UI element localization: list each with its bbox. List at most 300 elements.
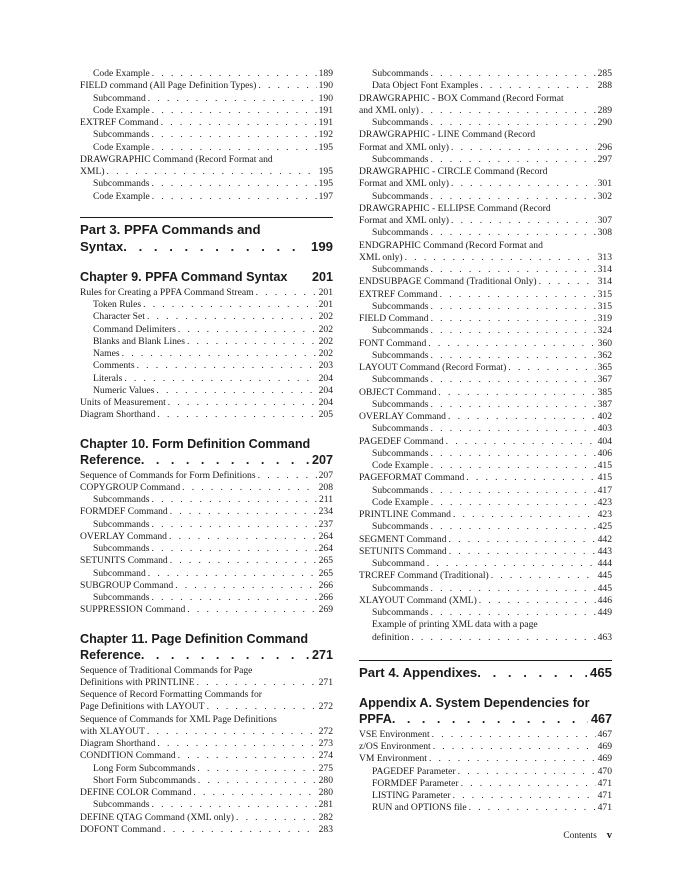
toc-entry[interactable] — [80, 714, 333, 739]
dot-leader — [479, 595, 596, 607]
toc-entry[interactable] — [80, 812, 333, 824]
dot-leader — [491, 570, 596, 582]
toc-entry-title: Literals — [93, 372, 123, 384]
toc-entry-page-number: 471 — [597, 790, 612, 801]
toc-entry-text-line: ENDGRAPHIC Command (Record Format and — [359, 239, 543, 251]
toc-entry-page-number: 385 — [597, 386, 612, 398]
toc-entry-text-line: DRAWGRAPHIC - LINE Command (Record — [359, 129, 536, 141]
toc-entry-title: Rules for Creating a PPFA Command Stream — [80, 286, 254, 298]
toc-entry[interactable] — [359, 583, 612, 595]
toc-entry-text-line: Sequence of Traditional Commands for Page — [80, 664, 253, 676]
toc-part-heading[interactable] — [80, 217, 333, 255]
toc-entry-title: SETUNITS Command — [80, 555, 168, 567]
toc-entry-title: Numeric Values — [93, 384, 155, 396]
toc-entry-title: Part 4. Appendixes — [359, 664, 478, 680]
dot-leader — [431, 448, 596, 460]
toc-entry[interactable] — [80, 385, 333, 397]
toc-entry[interactable] — [359, 558, 612, 570]
toc-entry-title: Diagram Shorthand — [80, 738, 156, 749]
dot-leader — [431, 191, 596, 203]
page-footer — [0, 830, 612, 841]
toc-entry[interactable] — [80, 799, 333, 811]
toc-entry-page-number: 280 — [318, 774, 333, 786]
toc-entry[interactable] — [359, 129, 612, 154]
toc-chapter-heading[interactable] — [359, 695, 612, 727]
toc-entry[interactable] — [359, 191, 612, 203]
toc-entry-page-number: 204 — [318, 372, 333, 384]
toc-entry[interactable] — [80, 519, 333, 531]
toc-entry[interactable] — [359, 93, 612, 118]
toc-entry-page-number: 467 — [597, 728, 612, 740]
dot-leader — [178, 324, 317, 336]
toc-entry-page-number: 288 — [597, 80, 612, 92]
toc-entry-title: Data Object Font Examples — [372, 80, 479, 92]
toc-entry-text-line: Sequence of Commands for XML Page Definitions — [80, 713, 277, 725]
dot-leader — [421, 105, 596, 117]
toc-entry-page-number: 444 — [597, 558, 612, 569]
toc-entry[interactable] — [80, 506, 333, 518]
toc-entry-page-number: 469 — [597, 741, 612, 752]
toc-entry[interactable] — [359, 766, 612, 778]
toc-entry-text-line: Chapter 10. Form Definition Command — [80, 436, 311, 451]
toc-entry-title: Reference — [80, 452, 141, 467]
toc-entry-title: and XML only) — [359, 104, 419, 116]
toc-entry-page-number: 449 — [597, 607, 612, 618]
toc-entry[interactable] — [80, 336, 333, 348]
toc-entry[interactable] — [359, 166, 612, 191]
toc-entry-page-number: 234 — [318, 506, 333, 518]
toc-entry-title: Format and XML only) — [359, 141, 449, 153]
dot-leader — [431, 154, 596, 166]
toc-entry-page-number: 266 — [318, 579, 333, 591]
dot-leader — [432, 729, 596, 741]
toc-entry-title: Code Example — [93, 68, 150, 79]
toc-entry[interactable] — [80, 324, 333, 336]
toc-entry[interactable] — [80, 763, 333, 775]
toc-entry[interactable] — [80, 360, 333, 372]
dot-leader — [539, 276, 596, 288]
toc-entry[interactable] — [80, 409, 333, 421]
footer-page-number: v — [606, 830, 612, 841]
toc-entry-title: DOFONT Command — [80, 823, 162, 835]
dot-leader — [448, 411, 596, 423]
toc-entry-title: DEFINE COLOR Command — [80, 787, 192, 798]
toc-entry-title: Long Form Subcommands — [93, 762, 196, 774]
toc-entry-title: Subcommands — [372, 325, 429, 337]
toc-entry[interactable] — [80, 311, 333, 323]
dot-leader — [141, 647, 309, 663]
dot-leader — [197, 763, 316, 775]
toc-entry[interactable] — [359, 350, 612, 362]
dot-leader — [431, 607, 596, 619]
dot-leader — [152, 105, 317, 117]
toc-entry-title: Subcommands — [372, 582, 429, 594]
dot-leader — [187, 604, 316, 616]
dot-leader — [124, 373, 316, 385]
dot-leader — [433, 741, 596, 753]
toc-right-column — [359, 68, 612, 815]
toc-entry[interactable] — [359, 289, 612, 301]
toc-entry-page-number: 446 — [597, 594, 612, 606]
toc-entry[interactable] — [359, 534, 612, 546]
toc-entry-title: OVERLAY Command — [359, 411, 446, 422]
toc-entry[interactable] — [359, 741, 612, 753]
toc-entry-title: Subcommands — [372, 227, 429, 239]
toc-entry-page-number: 314 — [597, 264, 612, 275]
toc-entry-page-number: 281 — [318, 799, 333, 811]
toc-entry-title: Subcommands — [372, 484, 429, 496]
toc-entry[interactable] — [80, 191, 333, 203]
toc-entry-title: CONDITION Command — [80, 750, 176, 762]
dot-leader — [461, 778, 596, 790]
dot-leader — [197, 677, 317, 689]
toc-entry-title: Diagram Shorthand — [80, 409, 156, 421]
toc-entry[interactable] — [80, 580, 333, 592]
toc-entry[interactable] — [359, 485, 612, 497]
dot-leader — [431, 264, 596, 276]
toc-entry[interactable] — [359, 729, 612, 741]
toc-entry[interactable] — [80, 178, 333, 190]
toc-entry[interactable] — [80, 397, 333, 409]
toc-entry-title: XML) — [80, 166, 105, 177]
toc-entry[interactable] — [359, 338, 612, 350]
toc-entry-title: Subcommands — [372, 300, 429, 312]
dot-leader — [440, 289, 596, 301]
dot-leader — [480, 80, 595, 92]
toc-entry[interactable] — [359, 399, 612, 411]
toc-entry-page-number: 315 — [597, 288, 612, 300]
toc-entry-page-number: 191 — [318, 117, 333, 128]
toc-entry[interactable] — [359, 264, 612, 276]
dot-leader — [187, 336, 317, 348]
toc-entry-page-number: 195 — [318, 166, 333, 177]
toc-entry-title: Subcommands — [372, 398, 429, 410]
toc-entry-page-number: 297 — [597, 153, 612, 165]
toc-entry[interactable] — [359, 387, 612, 399]
dot-leader — [427, 558, 596, 570]
toc-entry-page-number: 280 — [318, 787, 333, 798]
toc-entry-page-number: 265 — [318, 567, 333, 579]
dot-leader — [429, 753, 596, 765]
toc-entry-page-number: 272 — [318, 725, 333, 737]
toc-entry-page-number: 192 — [318, 129, 333, 141]
toc-entry-title: PAGEDEF Parameter — [372, 765, 456, 777]
toc-entry[interactable] — [359, 423, 612, 435]
toc-entry-page-number: 207 — [318, 469, 333, 481]
toc-chapter-heading[interactable] — [80, 269, 333, 285]
toc-entry-page-number: 191 — [318, 104, 333, 116]
dot-leader — [451, 215, 596, 227]
toc-entry-page-number: 275 — [318, 762, 333, 774]
toc-entry[interactable] — [80, 482, 333, 494]
toc-entry[interactable] — [80, 543, 333, 555]
dot-leader — [141, 452, 309, 468]
dot-leader — [508, 362, 595, 374]
toc-entry[interactable] — [359, 276, 612, 288]
toc-entry-page-number: 202 — [318, 323, 333, 335]
toc-entry[interactable] — [359, 472, 612, 484]
dot-leader — [449, 534, 596, 546]
toc-entry-title: TRCREF Command (Traditional) — [359, 570, 489, 582]
toc-entry[interactable] — [359, 68, 612, 80]
toc-entry-title: Chapter 9. PPFA Command Syntax — [80, 269, 288, 284]
toc-entry[interactable] — [359, 154, 612, 166]
toc-entry[interactable] — [80, 494, 333, 506]
toc-entry-text-line: Chapter 11. Page Definition Command — [80, 631, 309, 646]
toc-entry-page-number: 465 — [589, 664, 612, 680]
toc-entry[interactable] — [80, 142, 333, 154]
toc-entry-page-number: 415 — [597, 472, 612, 484]
dot-leader — [123, 238, 308, 255]
toc-entry-title: Subcommands — [372, 374, 429, 386]
toc-entry-title: Format and XML only) — [359, 178, 449, 190]
dot-leader — [175, 580, 316, 592]
toc-entry[interactable] — [80, 154, 333, 179]
dot-leader — [431, 301, 596, 313]
dot-leader — [431, 521, 596, 533]
toc-entry-title: definition — [372, 631, 410, 643]
toc-entry-title: COPYGROUP Command — [80, 481, 181, 493]
toc-entry[interactable] — [80, 299, 333, 311]
dot-leader — [451, 178, 596, 190]
toc-entry-page-number: 201 — [311, 269, 333, 284]
toc-entry[interactable] — [80, 568, 333, 580]
dot-leader — [157, 409, 316, 421]
toc-entry[interactable] — [80, 665, 333, 690]
toc-entry[interactable] — [80, 689, 333, 714]
toc-entry-page-number: 404 — [597, 435, 612, 447]
toc-entry-text-line: DRAWGRAPHIC - BOX Command (Record Format — [359, 92, 564, 104]
toc-entry-title: FIELD command (All Page Definition Types) — [80, 80, 257, 92]
toc-entry-page-number: 202 — [318, 311, 333, 323]
toc-entry[interactable] — [359, 790, 612, 802]
toc-entry-page-number: 264 — [318, 543, 333, 554]
toc-entry-text-line: DRAWGRAPHIC - CIRCLE Command (Record — [359, 166, 548, 177]
toc-entry-title: Subcommands — [372, 153, 429, 165]
toc-entry[interactable] — [80, 592, 333, 604]
dot-leader — [207, 701, 317, 713]
dot-leader — [449, 546, 596, 558]
toc-entry-page-number: 471 — [597, 777, 612, 789]
toc-chapter-heading[interactable] — [80, 631, 333, 663]
toc-entry-title: with XLAYOUT — [80, 725, 145, 737]
toc-entry[interactable] — [80, 531, 333, 543]
toc-entry[interactable] — [80, 604, 333, 616]
toc-entry-title: FORMDEF Parameter — [372, 777, 459, 789]
toc-entry[interactable] — [359, 436, 612, 448]
toc-entry-title: Units of Measurement — [80, 397, 166, 408]
toc-entry-page-number: 308 — [597, 227, 612, 239]
toc-entry[interactable] — [359, 619, 612, 644]
dot-leader — [438, 387, 595, 399]
toc-entry[interactable] — [359, 753, 612, 765]
dot-leader — [431, 313, 596, 325]
toc-entry-title: Subcommands — [372, 349, 429, 361]
toc-entry-title: Subcommands — [372, 190, 429, 202]
toc-entry[interactable] — [359, 497, 612, 509]
footer-label: Contents — [563, 831, 597, 841]
toc-entry[interactable] — [359, 227, 612, 239]
dot-leader — [152, 191, 317, 203]
toc-entry-title: OVERLAY Command — [80, 530, 167, 542]
toc-entry-page-number: 199 — [310, 238, 333, 254]
toc-entry-title: Comments — [93, 360, 135, 372]
toc-entry-title: Blanks and Blank Lines — [93, 335, 185, 347]
toc-entry[interactable] — [80, 105, 333, 117]
toc-entry-title: SUPPRESSION Command — [80, 604, 186, 616]
dot-leader — [469, 802, 596, 814]
toc-entry-title: LAYOUT Command (Record Format) — [359, 362, 507, 373]
toc-entry-title: Subcommands — [93, 518, 150, 530]
toc-entry-page-number: 271 — [311, 647, 333, 662]
toc-entry-page-number: 296 — [597, 141, 612, 153]
toc-entry-page-number: 201 — [318, 286, 333, 298]
toc-entry-title: Subcommands — [93, 178, 150, 190]
toc-entry[interactable] — [359, 802, 612, 814]
dot-leader — [178, 750, 317, 762]
dot-leader — [431, 350, 596, 362]
toc-entry[interactable] — [359, 325, 612, 337]
toc-entry-title: EXTREF Command — [359, 288, 438, 300]
toc-entry-page-number: 190 — [318, 80, 333, 92]
toc-entry-page-number: 406 — [597, 447, 612, 459]
toc-entry[interactable] — [359, 313, 612, 325]
toc-entry-page-number: 467 — [590, 711, 612, 726]
toc-entry-title: Definitions with PRINTLINE — [80, 676, 195, 688]
toc-entry[interactable] — [359, 411, 612, 423]
toc-entry[interactable] — [80, 738, 333, 750]
toc-entry-page-number: 314 — [597, 276, 612, 288]
toc-entry-page-number: 425 — [597, 521, 612, 533]
toc-entry-page-number: 307 — [597, 215, 612, 226]
toc-entry[interactable] — [80, 373, 333, 385]
dot-leader — [431, 399, 596, 411]
toc-entry-page-number: 269 — [318, 604, 333, 616]
dot-leader — [392, 711, 588, 727]
dot-leader — [453, 790, 596, 802]
toc-entry[interactable] — [80, 80, 333, 92]
toc-entry[interactable] — [80, 787, 333, 799]
toc-entry[interactable] — [80, 287, 333, 299]
toc-entry[interactable] — [359, 607, 612, 619]
toc-entry-page-number: 469 — [597, 753, 612, 765]
toc-entry-page-number: 195 — [318, 141, 333, 153]
toc-entry[interactable] — [359, 778, 612, 790]
toc-entry-title: Code Example — [93, 190, 150, 202]
dot-leader — [431, 497, 596, 509]
toc-entry-page-number: 266 — [318, 592, 333, 603]
toc-entry-title: FONT Command — [359, 337, 427, 349]
toc-entry-page-number: 205 — [318, 409, 333, 421]
toc-entry-page-number: 204 — [318, 384, 333, 396]
toc-entry[interactable] — [359, 301, 612, 313]
toc-entry[interactable] — [359, 570, 612, 582]
toc-entry-page-number: 274 — [318, 750, 333, 762]
toc-entry-page-number: 403 — [597, 423, 612, 435]
dot-leader — [170, 506, 317, 518]
toc-entry-page-number: 197 — [318, 190, 333, 202]
toc-entry-title: Page Definitions with LAYOUT — [80, 701, 205, 713]
dot-leader — [258, 470, 317, 482]
toc-entry-page-number: 301 — [597, 178, 612, 190]
toc-entry-page-number: 319 — [597, 313, 612, 324]
dot-leader — [431, 485, 596, 497]
toc-entry[interactable] — [359, 240, 612, 265]
dot-leader — [148, 93, 317, 105]
toc-entry-page-number: 470 — [597, 765, 612, 777]
toc-entry[interactable] — [359, 460, 612, 472]
toc-entry[interactable] — [80, 129, 333, 141]
toc-entry-page-number: 445 — [597, 582, 612, 594]
toc-entry-title: Subcommands — [93, 592, 150, 603]
dot-leader — [152, 129, 317, 141]
dot-leader — [148, 568, 317, 580]
toc-entry-title: XLAYOUT Command (XML) — [359, 594, 477, 606]
toc-entry[interactable] — [359, 521, 612, 533]
toc-entry[interactable] — [359, 509, 612, 521]
toc-entry[interactable] — [80, 750, 333, 762]
dot-leader — [256, 287, 317, 299]
dot-leader — [198, 775, 317, 787]
toc-entry-title: Reference — [80, 647, 141, 662]
toc-entry[interactable] — [359, 546, 612, 558]
toc-entry[interactable] — [80, 555, 333, 567]
toc-entry-title: Subcommands — [372, 264, 429, 275]
dot-leader — [147, 726, 317, 738]
toc-entry-page-number: 265 — [318, 555, 333, 567]
toc-entry-page-number: 189 — [318, 68, 333, 79]
toc-entry-page-number: 285 — [597, 68, 612, 79]
toc-entry[interactable] — [80, 348, 333, 360]
dot-leader — [431, 374, 596, 386]
toc-entry-page-number: 417 — [597, 484, 612, 496]
dot-leader — [193, 787, 316, 799]
toc-entry[interactable] — [359, 595, 612, 607]
toc-entry[interactable] — [359, 362, 612, 374]
dot-leader — [152, 543, 317, 555]
toc-chapter-heading[interactable] — [80, 436, 333, 468]
toc-entry-page-number: 423 — [597, 509, 612, 520]
dot-leader — [170, 555, 317, 567]
toc-entry[interactable] — [359, 117, 612, 129]
toc-entry-title: Subcommand — [93, 567, 146, 579]
toc-entry-title: Subcommands — [372, 117, 429, 128]
toc-entry[interactable] — [80, 93, 333, 105]
toc-entry-title: Subcommands — [372, 447, 429, 459]
toc-entry-page-number: 202 — [318, 335, 333, 347]
toc-entry-title: Character Set — [93, 311, 145, 323]
toc-entry-title: Subcommand — [93, 92, 146, 104]
dot-leader — [258, 80, 316, 92]
toc-entry[interactable] — [359, 203, 612, 228]
toc-part-heading[interactable] — [359, 660, 612, 681]
dot-leader — [182, 482, 316, 494]
toc-entry[interactable] — [359, 448, 612, 460]
toc-entry[interactable] — [80, 470, 333, 482]
toc-entry-text-line: Example of printing XML data with a page — [372, 619, 538, 631]
toc-entry[interactable] — [80, 68, 333, 80]
toc-entry[interactable] — [359, 80, 612, 92]
toc-entry[interactable] — [80, 775, 333, 787]
toc-entry-page-number: 360 — [597, 337, 612, 349]
toc-entry-title: Syntax — [80, 238, 124, 254]
toc-entry[interactable] — [359, 374, 612, 386]
toc-entry-title: z/OS Environment — [359, 741, 431, 752]
toc-entry-title: SEGMENT Command — [359, 533, 447, 545]
toc-entry[interactable] — [80, 117, 333, 129]
dot-leader — [431, 423, 596, 435]
toc-entry-title: Sequence of Commands for Form Definitions — [80, 469, 256, 481]
